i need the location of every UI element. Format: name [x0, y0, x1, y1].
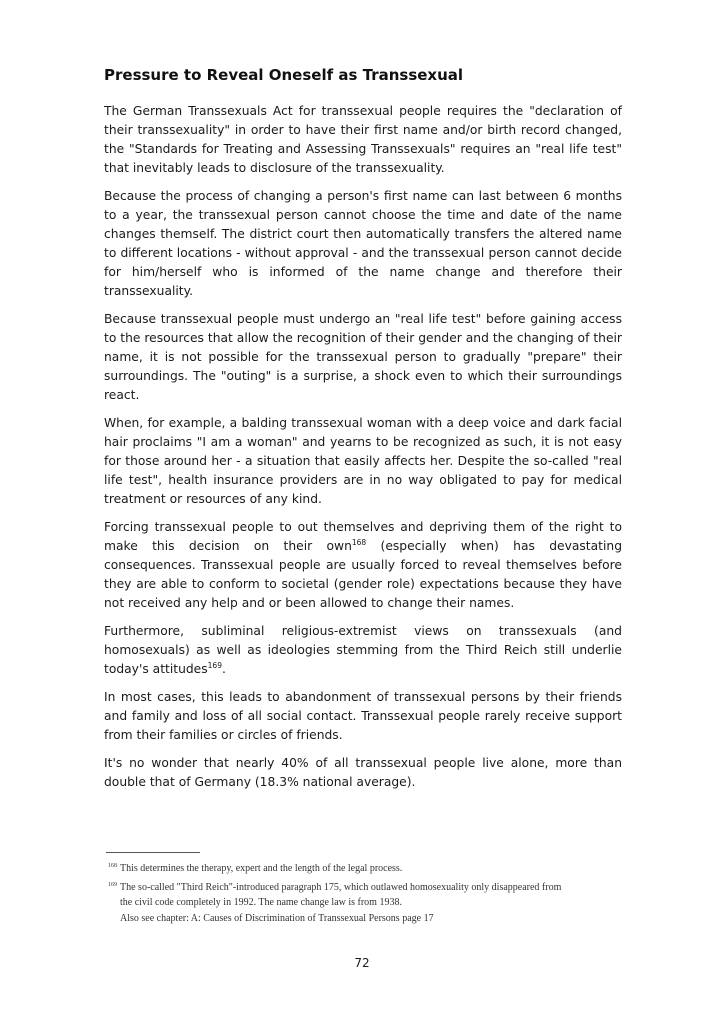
paragraph: When, for example, a balding transsexual woman with a deep voice and dark facial hair proclaims "I am a woman" and yearns to be recognized as such, it is not easy for those around her - a situation that easily affects her. Despite the so-called "real life test", health insurance providers are in no way obligated to pay for medical treatment or resources of any kind.	[104, 416, 622, 506]
paragraph-with-footnote	[104, 622, 622, 679]
page-number: 72	[354, 956, 370, 970]
paragraph: It's no wonder that nearly 40% of all transsexual people live alone, more than double that of Germany (18.3% national average).	[104, 756, 622, 789]
paragraph-with-footnote	[104, 518, 622, 613]
paragraph-text: (especially when) has devastating consequences. Transsexual people are usually forced to reveal themselves before they are able to conform to societal (gender role) expectations because they have not received any help and or been allowed to change their names.	[104, 539, 622, 610]
paragraph: The German Transsexuals Act for transsexual people requires the "declaration of their transsexuality" in order to have their first name and/or birth record changed, the "Standards for Treating and Assessing Transsexuals" requires an "real life test" that inevitably leads to disclosure of the transsexuality.	[104, 104, 622, 175]
footnote-reference[interactable]: 168	[351, 537, 367, 547]
paragraph-text: Furthermore, subliminal religious-extremist views on transsexuals (and homosexuals) as well as ideologies stemming from the Third Reich still underlie today's attitudes	[104, 624, 622, 676]
paragraph: Because transsexual people must undergo an "real life test" before gaining access to the resources that allow the recognition of their gender and the changing of their name, it is not possible for the transsexual person to gradually "prepare" their surroundings. The "outing" is a surprise, a shock even to which their surroundings react.	[104, 312, 622, 402]
footnote-text: The so-called "Third Reich"-introduced paragraph 175, which outlawed homosexuality only disappeared from	[120, 881, 562, 893]
main-content	[104, 66, 622, 801]
section-heading: Pressure to Reveal Oneself as Transsexual	[104, 66, 464, 84]
footnote	[108, 880, 624, 927]
paragraph: Because the process of changing a person's first name can last between 6 months to a year, the transsexual person cannot choose the time and date of the name changes themself. The district court then automatically transfers the altered name to different locations - without approval - and the transsexual person cannot decide for him/herself who is informed of the name change and therefore their transsexuality.	[104, 189, 622, 298]
footnote-text: the civil code completely in 1992. The name change law is from 1938.	[120, 897, 402, 908]
footnote-text: Also see chapter: A: Causes of Discrimination of Transsexual Persons page 17	[120, 912, 434, 924]
footnote-divider	[106, 852, 200, 853]
paragraph-text: .	[221, 662, 226, 676]
paragraph-text: Forcing transsexual people to out themselves and depriving them of the right to make this decision on their own	[104, 520, 622, 553]
footnote-reference[interactable]: 169	[207, 660, 222, 670]
footnote-number: 169	[108, 881, 117, 888]
footnote-text: This determines the therapy, expert and the length of the legal process.	[120, 863, 403, 874]
footnotes	[108, 861, 624, 929]
footnote-number: 168	[108, 863, 117, 869]
footnote	[108, 861, 624, 877]
paragraph: In most cases, this leads to abandonment of transsexual persons by their friends and family and loss of all social contact. Transsexual people rarely receive support from their families or circles of friends.	[104, 690, 622, 742]
